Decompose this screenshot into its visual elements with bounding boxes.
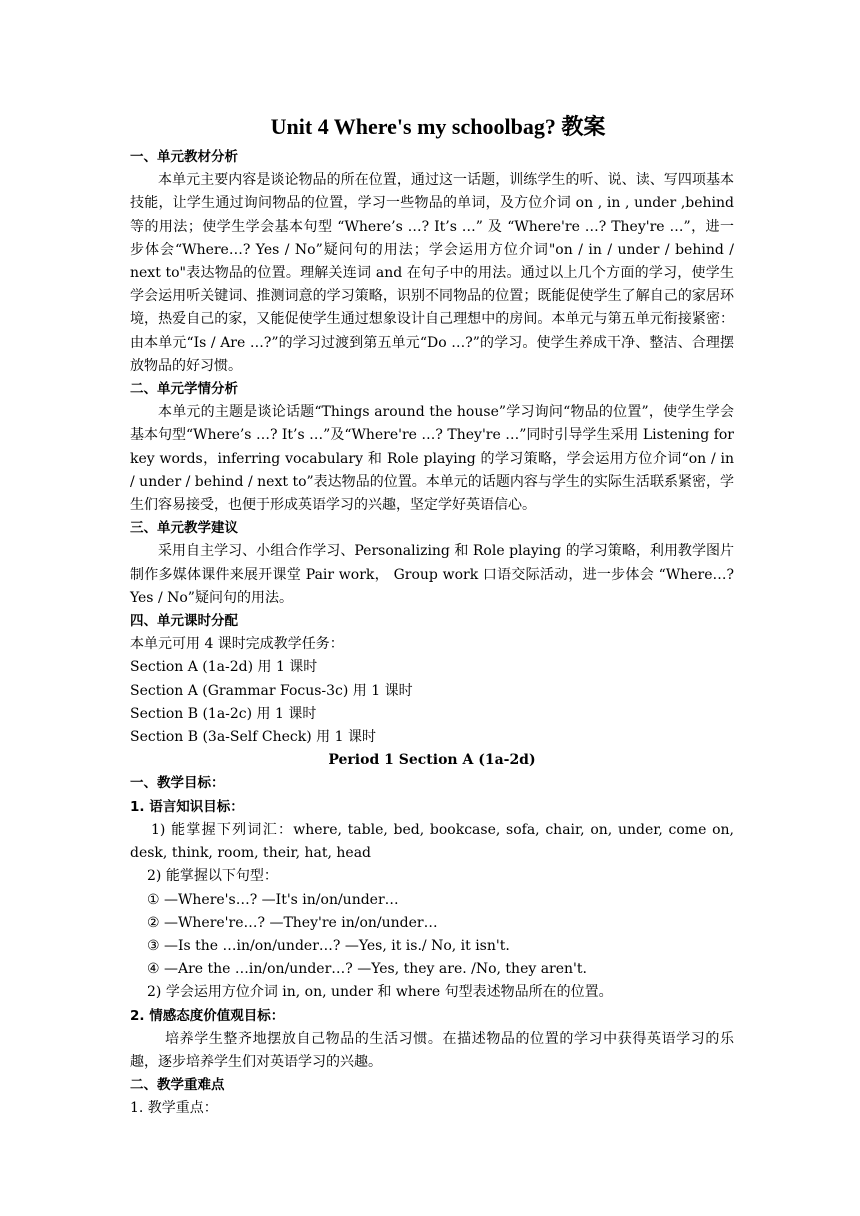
section-paragraph-suggestions: 采用自主学习、小组合作学习、Personalizing 和 Role playing 的学习策略，利用教学图片制作多媒体课件来展开课堂 Pair work， Group work 口语交际活动，进一步体会 “Where…? Yes / No”疑问句的用法。 <box>130 543 734 606</box>
pattern-item: ② —Where're…? —They're in/on/under… <box>147 914 438 931</box>
schedule-item: Section A (Grammar Focus-3c) 用 1 课时 <box>130 682 413 699</box>
document-title: Unit 4 Where's my schoolbag? 教案 <box>270 114 606 139</box>
section-heading-materials: 一、单元教材分析 <box>130 149 238 165</box>
section-heading-schedule: 四、单元课时分配 <box>130 613 238 630</box>
schedule-intro: 本单元可用 4 课时完成教学任务： <box>130 636 344 653</box>
schedule-item: Section B (3a-Self Check) 用 1 课时 <box>130 729 376 746</box>
pattern-item: ③ —Is the …in/on/under…? —Yes, it is./ No, it isn't. <box>147 937 510 954</box>
section-paragraph-materials: 本单元主要内容是谈论物品的所在位置，通过这一话题，训练学生的听、说、读、写四项基本技能，让学生通过询问物品的位置，学习一些物品的单词，及方位介词 on , in , under ,behind 等的用法；使学生学会基本句型 “Where’s …? It’s …” 及 “Where're …? They're …”，进一步体会“Where…? Yes / No”疑问句的用法；学会运用方位介词"on / in / under / behind / next to"表达物品的位置。理解关连词 and 在句子中的用法。通过以上几个方面的学习，使学生学会运用听关键词、推测词意的学习策略，识别不同物品的位置；既能促使学生了解自己的家居环境，热爱自己的家，又能促使学生通过想象设计自己理想中的房间。本单元与第五单元衔接紧密：由本单元“Is / Are …?”的学习过渡到第五单元“Do …?”的学习。使学生养成干净、整洁、合理摆放物品的好习惯。 <box>130 172 734 374</box>
schedule-item: Section B (1a-2c) 用 1 课时 <box>130 705 317 722</box>
prepositions-goal: 2) 学会运用方位介词 in, on, under 和 where 句型表述物品所在的位置。 <box>147 984 613 1001</box>
schedule-item: Section A (1a-2d) 用 1 课时 <box>130 659 318 676</box>
vocabulary-list: 1) 能掌握下列词汇：where, table, bed, bookcase, sofa, chair, on, under, come on, desk, think, room, their, hat, head <box>130 821 734 862</box>
pattern-item: ④ —Are the …in/on/under…? —Yes, they are. /No, they aren't. <box>147 961 587 978</box>
section-heading-learners: 二、单元学情分析 <box>130 381 238 398</box>
section-heading-suggestions: 三、单元教学建议 <box>130 520 238 537</box>
key-points-heading: 二、教学重难点 <box>130 1077 225 1094</box>
pattern-item: ① —Where's…? —It's in/on/under… <box>147 891 399 908</box>
goals-heading: 一、教学目标： <box>130 775 225 792</box>
emotion-goals-paragraph: 培养学生整齐地摆放自己物品的生活习惯。在描述物品的位置的学习中获得英语学习的乐趣，逐步培养学生们对英语学习的兴趣。 <box>130 1030 734 1070</box>
emotion-goals-heading: 2. 情感态度价值观目标： <box>130 1007 285 1024</box>
period-title: Period 1 Section A (1a-2d) <box>328 752 536 769</box>
language-goals-heading: 1. 语言知识目标： <box>130 798 244 815</box>
section-paragraph-learners: 本单元的主题是谈论话题“Things around the house”学习询问“物品的位置”，使学生学会基本句型“Where’s …? It’s …”及“Where're …? They're …”同时引导学生采用 Listening for key words，inferring vocabulary 和 Role playing 的学习策略，学会运用方位介词“on / in / under / behind / next to”表达物品的位置。本单元的话题内容与学生的实际生活联系紧密，学生们容易接受，也便于形成英语学习的兴趣，坚定学好英语信心。 <box>130 404 734 514</box>
key-points-subheading: 1. 教学重点： <box>130 1100 218 1117</box>
patterns-intro: 2) 能掌握以下句型： <box>147 868 278 885</box>
